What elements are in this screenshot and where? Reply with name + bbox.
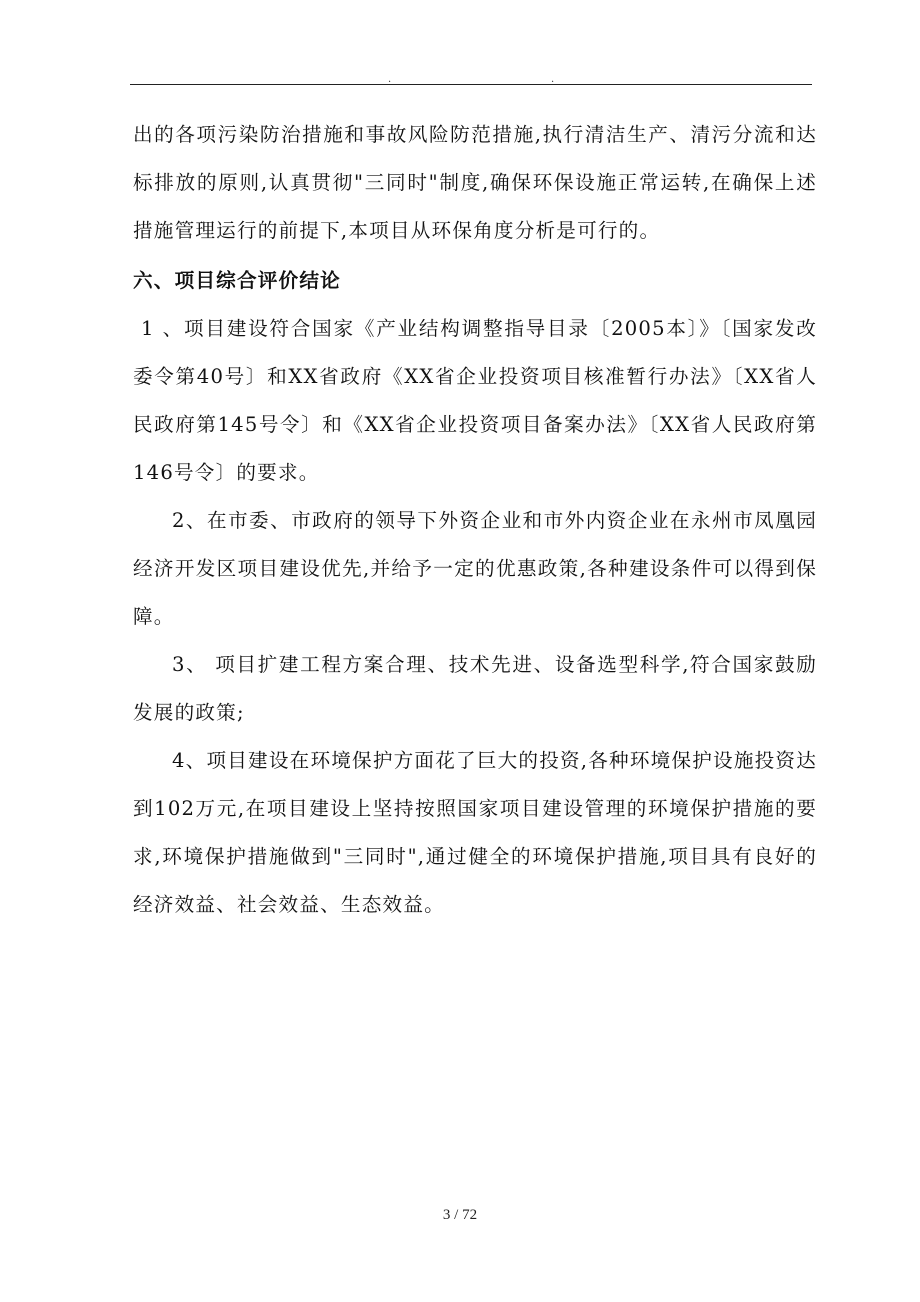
page-number: 3 / 72 <box>442 1207 478 1223</box>
header-dot-right: . <box>551 74 555 85</box>
continuation-paragraph: 出的各项污染防治措施和事故风险防范措施,执行清洁生产、清污分流和达标排放的原则,认真贯彻"三同时"制度,确保环保设施正常运转,在确保上述措施管理运行的前提下,本项目从环保角度分析是可行的。 <box>133 123 817 242</box>
conclusion-item-3: 3、 项目扩建工程方案合理、技术先进、设备选型科学,符合国家鼓励发展的政策; <box>133 653 817 724</box>
document-body <box>133 111 817 929</box>
header-rule <box>130 84 812 85</box>
conclusion-item-2: 2、在市委、市政府的领导下外资企业和市外内资企业在永州市凤凰园经济开发区项目建设优先,并给予一定的优惠政策,各种建设条件可以得到保障。 <box>133 509 817 628</box>
header-dot-left: . <box>388 74 392 85</box>
conclusion-item-1: 1 、项目建设符合国家《产业结构调整指导目录〔2005本〕》〔国家发改委令第40号〕和XX省政府《XX省企业投资项目核准暂行办法》〔XX省人民政府第145号令〕和《XX省企业投资项目备案办法》〔XX省人民政府第146号令〕的要求。 <box>133 317 817 484</box>
conclusion-item-4: 4、项目建设在环境保护方面花了巨大的投资,各种环境保护设施投资达到102万元,在项目建设上坚持按照国家项目建设管理的环境保护措施的要求,环境保护措施做到"三同时",通过健全的环境保护措施,项目具有良好的经济效益、社会效益、生态效益。 <box>133 749 817 916</box>
section-heading: 六、项目综合评价结论 <box>133 269 341 292</box>
